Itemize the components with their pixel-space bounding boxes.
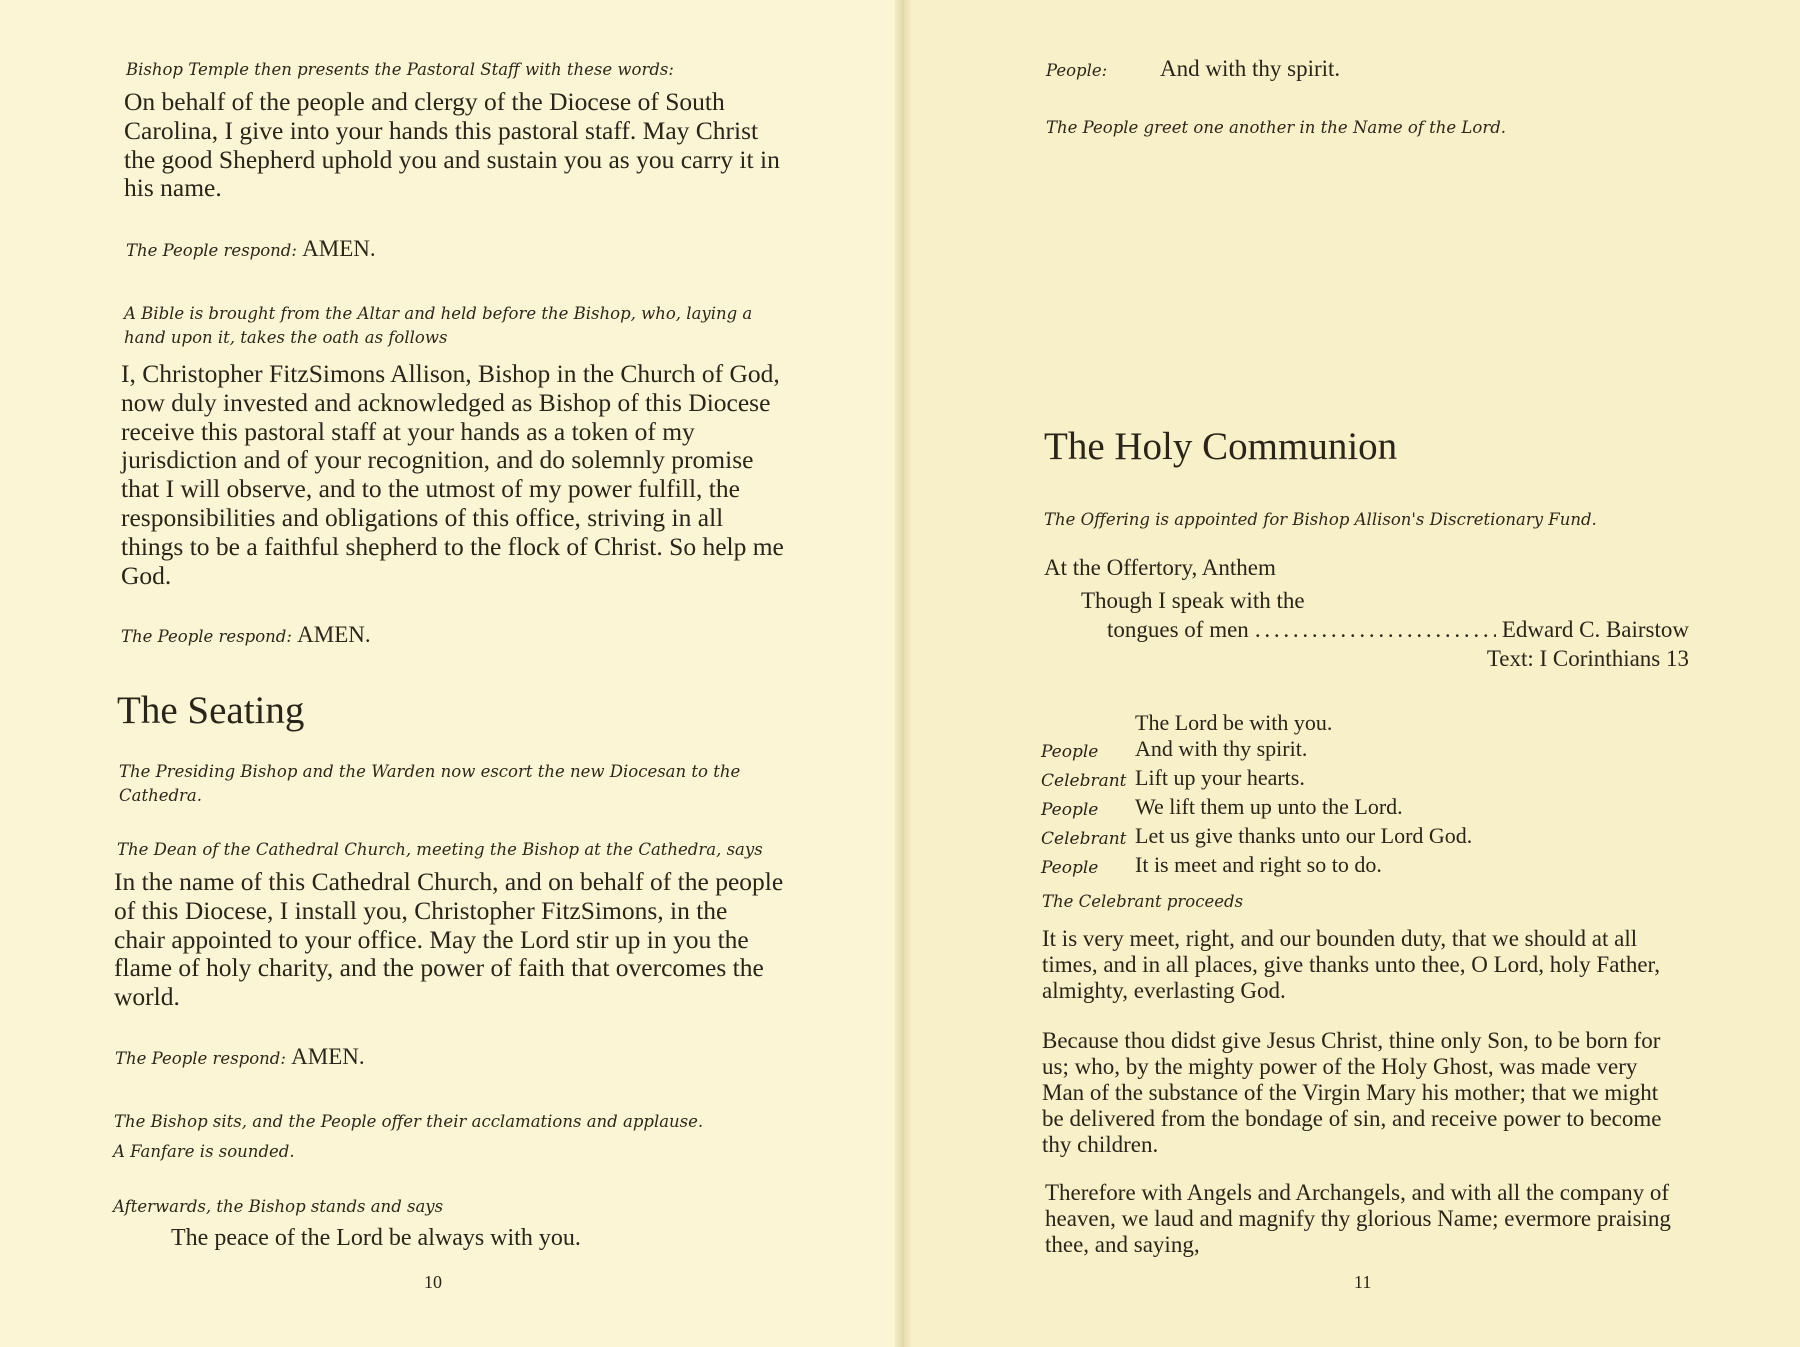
anthem-text-source: Text: I Corinthians 13 xyxy=(1486,646,1689,671)
dialogue-row xyxy=(1041,823,1641,852)
speaker: Celebrant xyxy=(1041,829,1127,849)
leader-dots xyxy=(1255,617,1496,643)
rubric-sits: The Bishop sits, and the People offer their acclamations and applause. xyxy=(114,1112,704,1131)
dialogue-row xyxy=(1041,710,1641,736)
page-number: 10 xyxy=(424,1272,442,1292)
speaker xyxy=(1041,710,1135,736)
preface-2: Because thou didst give Jesus Christ, thine only Son, to be born for us; who, by the mighty power of the Holy Ghost, was made very Man of the substance of the Virgin Mary his mother; that we might be delivered from the bondage of sin, and receive power to become thy children. xyxy=(1042,1028,1662,1157)
speaker: People xyxy=(1041,858,1099,878)
line: We lift them up unto the Lord. xyxy=(1135,794,1403,819)
respond-label: The People respond: xyxy=(126,241,297,260)
rubric-proceeds: The Celebrant proceeds xyxy=(1042,892,1244,911)
heading-holy-communion: The Holy Communion xyxy=(1044,425,1398,468)
respond-label: The People respond: xyxy=(121,627,292,646)
line: And with thy spirit. xyxy=(1135,736,1308,761)
rubric-afterwards: Afterwards, the Bishop stands and says xyxy=(113,1197,444,1216)
rubric-greet: The People greet one another in the Name of the Lord. xyxy=(1046,118,1507,137)
people-label: People: xyxy=(1046,61,1108,80)
people-response: And with thy spirit. xyxy=(1160,56,1341,81)
anthem-title-2: tongues of men xyxy=(1107,617,1249,642)
rubric-fanfare: A Fanfare is sounded. xyxy=(113,1142,295,1161)
line: The Lord be with you. xyxy=(1135,710,1333,735)
speaker: People xyxy=(1041,800,1099,820)
heading-seating: The Seating xyxy=(117,689,305,732)
rubric-dean: The Dean of the Cathedral Church, meeting the Bishop at the Cathedra, says xyxy=(117,840,763,859)
offertory-line: At the Offertory, Anthem xyxy=(1044,555,1276,580)
install-text: In the name of this Cathedral Church, and on behalf of the people of this Diocese, I install you, Christopher FitzSimons, in the chair appointed to your office. May the Lord stir up in you the flame of holy charity, and the power of faith that overcomes the world. xyxy=(114,867,784,1012)
anthem-title-1: Though I speak with the xyxy=(1081,588,1305,613)
dialogue-row xyxy=(1041,736,1641,765)
anthem-composer: Edward C. Bairstow xyxy=(1501,617,1689,642)
dialogue-row xyxy=(1041,794,1641,823)
dialogue xyxy=(1041,710,1641,881)
respond-amen-2 xyxy=(121,618,371,651)
right-page xyxy=(903,0,1800,1347)
amen: AMEN. xyxy=(291,1044,365,1069)
staff-text: On behalf of the people and clergy of the Diocese of South Carolina, I give into your hands this pastoral staff. May Christ the good Shepherd uphold you and sustain you as you carry it in his name. xyxy=(124,87,780,203)
respond-amen-1 xyxy=(126,232,376,265)
rubric-offering: The Offering is appointed for Bishop Allison's Discretionary Fund. xyxy=(1044,510,1597,529)
line: Lift up your hearts. xyxy=(1135,765,1305,790)
speaker: People xyxy=(1041,742,1099,762)
dialogue-row xyxy=(1041,852,1641,881)
oath-text: I, Christopher FitzSimons Allison, Bishop in the Church of God, now duly invested and acknowledged as Bishop of this Diocese receive this pastoral staff at your hands as a token of my jurisdiction and of your recognition, and do solemnly promise that I will observe, and to the utmost of my power fulfill, the responsibilities and obligations of this office, striving in all things to be a faithful shepherd to the flock of Christ. So help me God. xyxy=(121,359,784,590)
rubric-staff: Bishop Temple then presents the Pastoral Staff with these words: xyxy=(126,60,674,79)
rubric-bible: A Bible is brought from the Altar and held before the Bishop, who, laying a hand upon it, takes the oath as follows xyxy=(124,304,753,347)
people-response-line xyxy=(1046,56,1340,83)
respond-label: The People respond: xyxy=(115,1049,286,1068)
line: Let us give thanks unto our Lord God. xyxy=(1135,823,1473,848)
amen: AMEN. xyxy=(297,622,371,647)
anthem-credit-line xyxy=(1107,617,1689,643)
preface-1: It is very meet, right, and our bounden duty, that we should at all times, and in all places, give thanks unto thee, O Lord, holy Father, almighty, everlasting God. xyxy=(1042,926,1661,1003)
preface-3: Therefore with Angels and Archangels, and with all the company of heaven, we laud and magnify thy glorious Name; evermore praising thee, and saying, xyxy=(1045,1180,1671,1257)
peace-text: The peace of the Lord be always with you. xyxy=(171,1225,581,1251)
amen: AMEN. xyxy=(302,236,376,261)
page-number: 11 xyxy=(1354,1272,1372,1292)
respond-amen-3 xyxy=(115,1040,365,1073)
line: It is meet and right so to do. xyxy=(1135,852,1382,877)
rubric-escort: The Presiding Bishop and the Warden now escort the new Diocesan to the Cathedra. xyxy=(119,762,741,805)
speaker: Celebrant xyxy=(1041,771,1127,791)
book-gutter xyxy=(895,0,911,1347)
dialogue-row xyxy=(1041,765,1641,794)
